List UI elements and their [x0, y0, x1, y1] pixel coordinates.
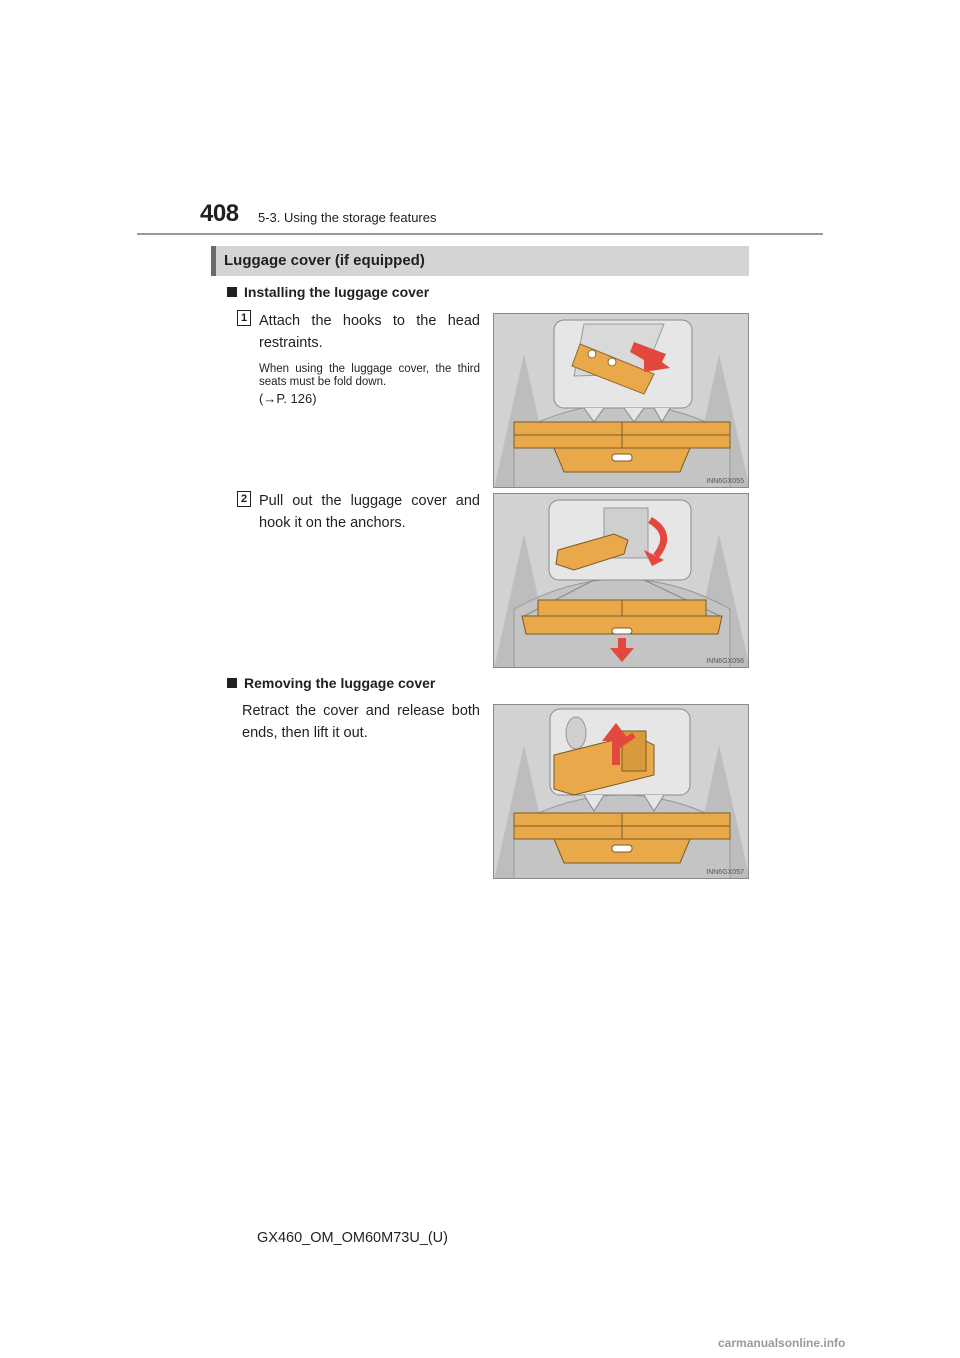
- figure-remove-cover-code: INN6GX057: [706, 869, 744, 876]
- step-1-text: Attach the hooks to the head restraints.: [259, 313, 480, 351]
- figure-pull-out-cover: [493, 493, 749, 668]
- removing-text: Retract the cover and release both ends, then lift it out.: [242, 703, 480, 741]
- luggage-area-illustration: [494, 314, 749, 488]
- subheading-installing-label: Installing the luggage cover: [244, 284, 430, 300]
- square-bullet-icon: [227, 678, 237, 688]
- step-1-page-ref: (→P. 126): [259, 391, 317, 406]
- figure-install-hooks: [493, 313, 749, 488]
- square-bullet-icon: [227, 287, 237, 297]
- figure-remove-cover: [493, 704, 749, 879]
- figure-install-hooks-code: INN6GX055: [706, 478, 744, 485]
- subheading-installing: [227, 284, 429, 300]
- section-heading-label: Luggage cover (if equipped): [224, 252, 425, 269]
- watermark: carmanualsonline.info: [718, 1336, 846, 1350]
- subheading-removing: [227, 675, 435, 691]
- luggage-area-illustration: [494, 494, 749, 668]
- step-1-number: 1: [237, 310, 251, 326]
- step-2-number: 2: [237, 491, 251, 507]
- luggage-area-illustration: [494, 705, 749, 879]
- footer-document-code: GX460_OM_OM60M73U_(U): [257, 1230, 448, 1246]
- header-rule: [137, 233, 823, 235]
- step-2-text: Pull out the luggage cover and hook it on the anchors.: [259, 493, 480, 531]
- subheading-removing-label: Removing the luggage cover: [244, 675, 436, 691]
- section-reference: 5-3. Using the storage features: [258, 210, 437, 225]
- section-heading: [211, 246, 749, 276]
- page-number: 408: [200, 200, 239, 227]
- step-1-note: When using the luggage cover, the third seats must be fold down.: [259, 363, 480, 388]
- figure-pull-out-cover-code: INN6GX056: [706, 658, 744, 665]
